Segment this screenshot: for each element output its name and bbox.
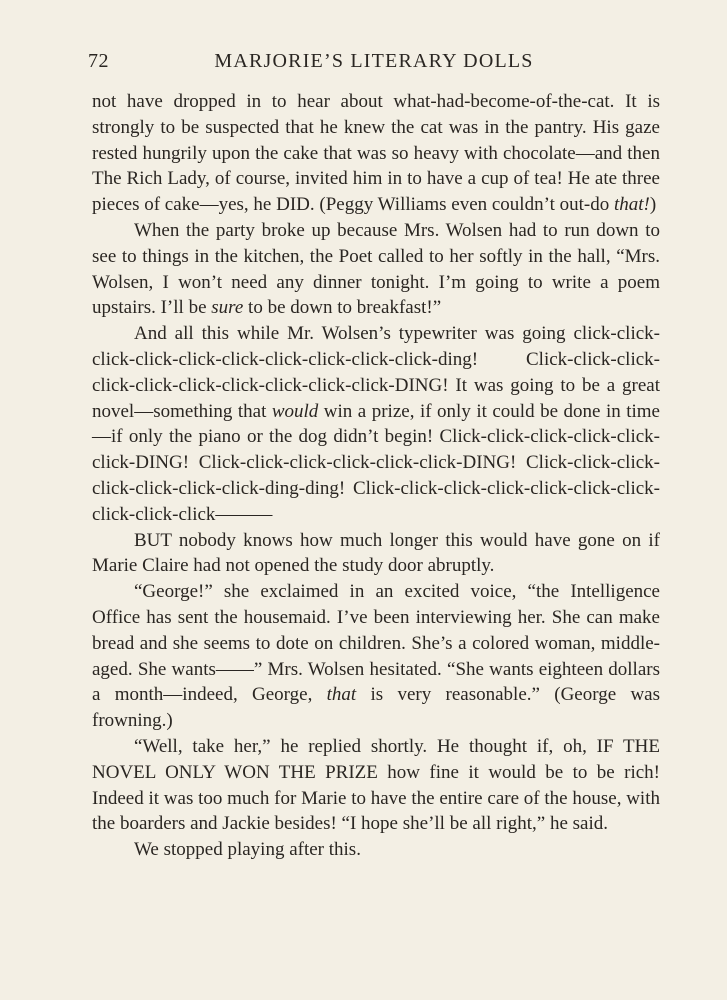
paragraph (92, 528, 660, 580)
text-run: not have dropped in to hear about what-had-become-of-the-cat. It is strongly to be suspected that he knew the cat was in the pantry. His gaze rested hungrily upon the cake that was so heavy with chocolate—and then The Rich Lady, of course, invited him in to have a cup of tea! He ate three pieces of cake—yes, he DID. (Peggy Williams even couldn’t out-do (92, 91, 660, 216)
text-run: When the party broke up because Mrs. Wolsen had to run down to see to things in the kitchen, the Poet called to her softly in the hall, “Mrs. Wolsen, I won’t need any dinner tonight. I’m going to write a poem upstairs. I’ll be (92, 219, 660, 319)
text-run: BUT nobody knows how much longer this would have gone on if Marie Claire had not opened the study door abruptly. (92, 529, 660, 577)
text-run: ) (649, 194, 657, 216)
page-header (88, 50, 660, 80)
text-run: to be down to breakfast!” (243, 297, 442, 319)
text-run: win a prize, if only it could be done in time—if only the piano or the dog didn’t begin! Click-click-click-click-click-click-DING! Click-click-click-click-click-click-DING! Click-click-click-click-click-click-click-ding-ding! Click-click-click-click-click-click-click-click-click-click——— (92, 400, 660, 525)
italic-text: that (326, 684, 357, 706)
running-title: MARJORIE’S LITERARY DOLLS (214, 50, 534, 72)
paragraph (92, 734, 660, 837)
paragraph (92, 321, 660, 527)
page-number: 72 (88, 50, 109, 72)
paragraph (92, 218, 660, 321)
italic-text: that! (613, 194, 650, 216)
paragraph (92, 89, 660, 218)
paragraph (92, 837, 660, 863)
text-run: And all this while Mr. Wolsen’s typewriter was going click-click-click-click-click-click-click-click-click-click-ding! Click-click-click-click-click-click-click-click-click-click-DING! It was going to be a great novel—something that (92, 323, 660, 422)
text-run: is very reasonable.” (George was frowning.) (92, 684, 660, 732)
italic-text: sure (211, 297, 244, 319)
body-text (92, 89, 660, 863)
italic-text: would (271, 400, 319, 422)
text-run: We stopped playing after this. (134, 839, 361, 861)
paragraph (92, 579, 660, 734)
text-run: “George!” she exclaimed in an excited voice, “the Intelligence Office has sent the housemaid. I’ve been interviewing her. She can make bread and she seems to dote on children. She’s a colored woman, middle-aged. She wants——” Mrs. Wolsen hesitated. “She wants eighteen dollars a month—indeed, George, (92, 581, 660, 706)
text-run: “Well, take her,” he replied shortly. He thought if, oh, IF THE NOVEL ONLY WON THE PRIZE how fine it would be to be rich! Indeed it was too much for Marie to have the entire care of the house, with the boarders and Jackie besides! “I hope she’ll be all right,” he said. (92, 735, 660, 835)
